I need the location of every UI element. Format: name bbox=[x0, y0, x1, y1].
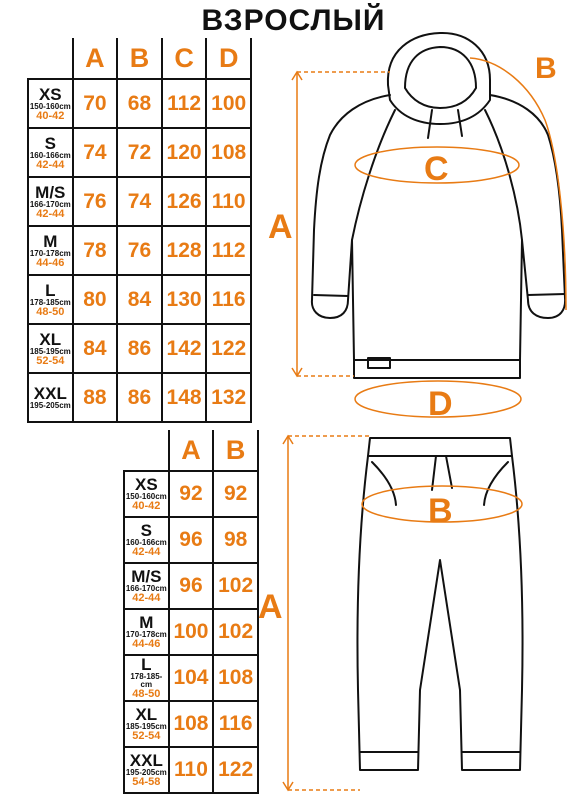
ru-size: 40-42 bbox=[36, 109, 65, 122]
ru-size: 44-46 bbox=[132, 638, 161, 650]
hoodie-drawstring-right bbox=[458, 110, 462, 136]
hoodie-label-b: B bbox=[535, 52, 557, 85]
value-cell: 120 bbox=[162, 128, 207, 177]
value-cell: 126 bbox=[162, 177, 207, 226]
value-cell: 88 bbox=[73, 373, 118, 422]
hoodie-label-c: C bbox=[424, 150, 449, 188]
value-cell: 86 bbox=[117, 324, 162, 373]
value-cell: 74 bbox=[73, 128, 118, 177]
hoodie-measurements bbox=[292, 58, 566, 417]
ru-size: 42-44 bbox=[132, 592, 161, 604]
value-cell: 78 bbox=[73, 226, 118, 275]
value-cell: 72 bbox=[117, 128, 162, 177]
size-label: M bbox=[43, 231, 58, 251]
value-cell: 100 bbox=[169, 609, 214, 655]
height-range: 185-195cm bbox=[125, 722, 167, 731]
hoodie-body-outline bbox=[312, 95, 565, 360]
height-range: 195-205cm bbox=[125, 768, 167, 777]
height-range: 170-178cm bbox=[29, 248, 71, 258]
value-cell: 84 bbox=[117, 275, 162, 324]
size-label: XL bbox=[39, 329, 62, 349]
height-range: 160-166cm bbox=[125, 538, 167, 547]
pants-drawstring-left bbox=[432, 456, 436, 490]
ru-size: 42-44 bbox=[132, 546, 161, 558]
ru-size: 44-46 bbox=[36, 256, 65, 269]
value-cell: 112 bbox=[206, 226, 251, 275]
value-cell: 68 bbox=[117, 79, 162, 128]
page-title: ВЗРОСЛЫЙ bbox=[201, 4, 386, 37]
value-cell: 100 bbox=[206, 79, 251, 128]
value-cell: 148 bbox=[162, 373, 207, 422]
value-cell: 102 bbox=[213, 609, 258, 655]
height-range: 195-205cm bbox=[29, 401, 71, 410]
value-cell: 122 bbox=[206, 324, 251, 373]
value-cell: 128 bbox=[162, 226, 207, 275]
hoodie-label-d: D bbox=[428, 385, 453, 423]
height-range: 178-185-cm bbox=[130, 672, 163, 689]
size-label: S bbox=[44, 133, 56, 153]
hoodie-col-d: D bbox=[206, 38, 251, 79]
pants-pocket-right bbox=[484, 462, 508, 505]
hoodie-cuff-right bbox=[528, 294, 565, 295]
ru-size: 52-54 bbox=[36, 354, 65, 367]
hoodie-col-a: A bbox=[73, 38, 118, 79]
value-cell: 122 bbox=[213, 747, 258, 793]
hoodie-measure-b-arc bbox=[470, 58, 566, 310]
value-cell: 74 bbox=[117, 177, 162, 226]
pants-pocket-left bbox=[372, 462, 396, 505]
value-cell: 98 bbox=[213, 517, 258, 563]
pants-waistband bbox=[368, 438, 512, 456]
ru-size: 48-50 bbox=[132, 688, 161, 700]
value-cell: 70 bbox=[73, 79, 118, 128]
hoodie-col-c: C bbox=[162, 38, 207, 79]
value-cell: 86 bbox=[117, 373, 162, 422]
height-range: 185-195cm bbox=[29, 346, 71, 356]
size-label: XXL bbox=[33, 384, 67, 403]
size-label: XXL bbox=[129, 751, 163, 770]
value-cell: 102 bbox=[213, 563, 258, 609]
pants-label-b: B bbox=[428, 492, 453, 530]
hoodie-raglan-left bbox=[352, 110, 395, 240]
size-label: XL bbox=[135, 705, 158, 724]
height-range: 150-160cm bbox=[29, 101, 71, 111]
value-cell: 92 bbox=[169, 471, 214, 517]
hoodie-drawing bbox=[312, 33, 565, 378]
ru-size: 40-42 bbox=[132, 500, 161, 512]
pants-label-a: A bbox=[258, 588, 283, 626]
height-range: 166-170cm bbox=[29, 199, 71, 209]
pants-drawstring-right bbox=[446, 456, 452, 488]
value-cell: 76 bbox=[73, 177, 118, 226]
size-label: L bbox=[141, 655, 152, 674]
value-cell: 108 bbox=[169, 701, 214, 747]
value-cell: 76 bbox=[117, 226, 162, 275]
size-label: S bbox=[140, 521, 152, 540]
value-cell: 108 bbox=[206, 128, 251, 177]
ru-size: 42-44 bbox=[36, 158, 65, 171]
value-cell: 80 bbox=[73, 275, 118, 324]
pants-drawing bbox=[357, 438, 522, 770]
size-label: M bbox=[139, 613, 154, 632]
hoodie-hood-inner bbox=[405, 47, 476, 108]
ru-size: 48-50 bbox=[36, 305, 65, 318]
ru-size: 52-54 bbox=[132, 730, 161, 742]
height-range: 178-185cm bbox=[29, 297, 71, 307]
pants-measurements bbox=[283, 436, 522, 790]
height-range: 166-170cm bbox=[125, 584, 167, 593]
height-range: 160-166cm bbox=[29, 150, 71, 160]
size-label: XS bbox=[38, 84, 62, 104]
value-cell: 110 bbox=[169, 747, 214, 793]
size-label: M/S bbox=[131, 567, 162, 586]
value-cell: 108 bbox=[213, 655, 258, 701]
value-cell: 84 bbox=[73, 324, 118, 373]
value-cell: 92 bbox=[213, 471, 258, 517]
value-cell: 96 bbox=[169, 517, 214, 563]
size-label: L bbox=[45, 280, 56, 300]
value-cell: 112 bbox=[162, 79, 207, 128]
pants-col-a: A bbox=[169, 430, 214, 471]
size-label: M/S bbox=[35, 182, 66, 202]
value-cell: 110 bbox=[206, 177, 251, 226]
value-cell: 132 bbox=[206, 373, 251, 422]
ru-size: 54-58 bbox=[132, 776, 161, 788]
hoodie-col-b: B bbox=[117, 38, 162, 79]
value-cell: 130 bbox=[162, 275, 207, 324]
hoodie-label-a: A bbox=[268, 208, 293, 246]
value-cell: 116 bbox=[213, 701, 258, 747]
ru-size: 42-44 bbox=[36, 207, 65, 220]
size-label: XS bbox=[134, 475, 158, 494]
pants-col-b: B bbox=[213, 430, 258, 471]
height-range: 150-160cm bbox=[125, 492, 167, 501]
value-cell: 142 bbox=[162, 324, 207, 373]
value-cell: 104 bbox=[169, 655, 214, 701]
value-cell: 96 bbox=[169, 563, 214, 609]
value-cell: 116 bbox=[206, 275, 251, 324]
hoodie-cuff-left bbox=[314, 295, 348, 296]
height-range: 170-178cm bbox=[125, 630, 167, 639]
